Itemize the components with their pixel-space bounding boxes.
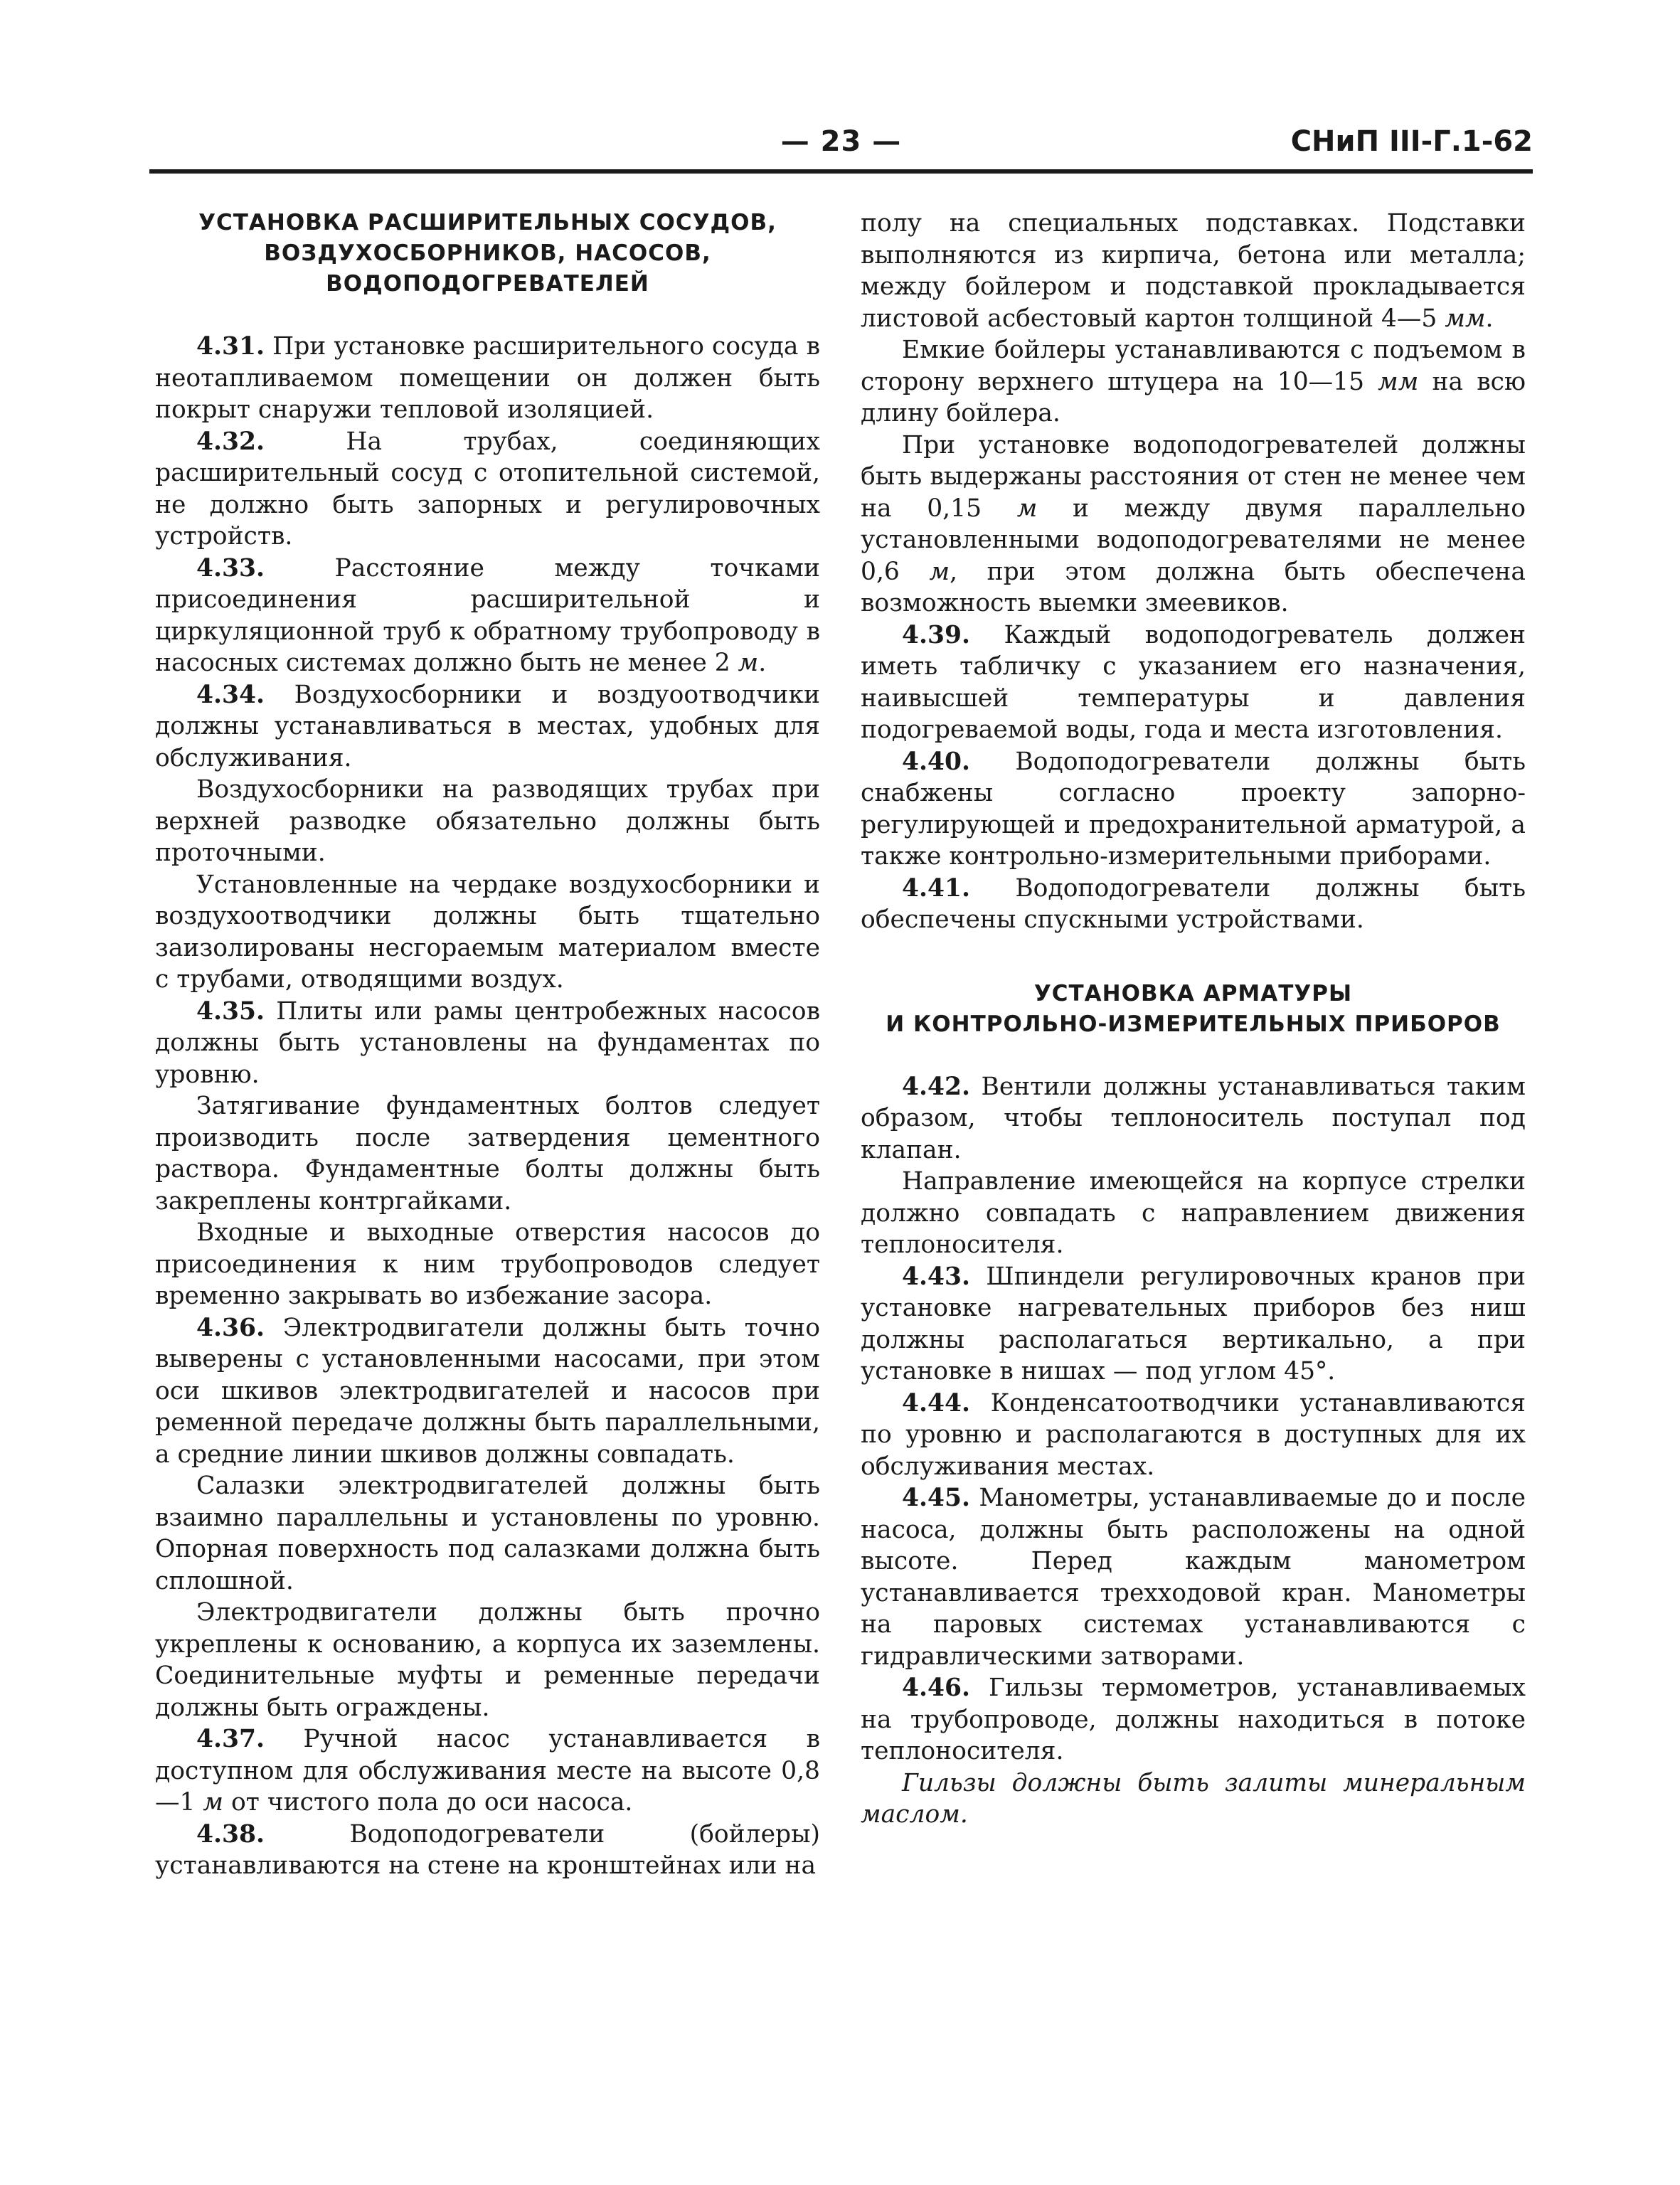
page-header [149,125,1533,164]
clause-4-45 [861,1482,1526,1672]
clause-text: При установке водоподогревателей должны быть выдержаны расстояния от стен не менее чем на 0,15 [861,430,1526,523]
paragraph: Входные и выходные отверстия насосов до присоединения к ним трубопроводов следует временно закрывать во избежание засора. [155,1218,820,1310]
page-number: — 23 — [780,125,902,158]
clause-text-end: , при этом должна быть обеспечена возможность выемки змеевиков. [861,557,1526,617]
paragraph: Воздухосборники на разводящих трубах при верхней разводке обязательно должны быть проточными. [155,775,820,867]
clause-text: Водоподогреватели должны быть снабжены согласно проекту запорно-регулирующей и предохранительной арматурой, а также контрольно-измерительными приборами. [861,747,1526,871]
section-heading-fittings [861,979,1526,1040]
clause-4-41 [861,873,1526,936]
clause-text: Водоподогреватели должны быть обеспечены спускными устройствами. [861,873,1526,934]
clause-4-35 [155,996,820,1091]
document-code: СНиП III-Г.1-62 [1290,125,1533,158]
clause-number: 4.38. [196,1819,265,1849]
heading-line: УСТАНОВКА АРМАТУРЫ [1033,980,1353,1006]
clause-number: 4.45. [902,1484,971,1512]
clause-4-38 [155,1819,820,1882]
paragraph: Электродвигатели должны быть прочно укреплены к основанию, а корпуса их заземлены. Соединительные муфты и ременные передачи должны быть ограждены. [155,1598,820,1722]
header-rule [149,169,1533,174]
paragraph: Направление имеющейся на корпусе стрелки должно совпадать с направлением движения теплоносителя. [861,1167,1526,1259]
unit: м [738,649,759,677]
unit: мм [1445,304,1486,333]
clause-text: Расстояние между точками присоединения расширительной и циркуляционной труб к обратному трубопроводу в насосных системах должно быть не менее 2 [155,553,820,677]
clause-number: 4.43. [902,1262,971,1291]
heading-line: ВОДОПОДОГРЕВАТЕЛЕЙ [326,271,649,297]
unit: м [203,1788,224,1817]
clause-text-end: . [1485,304,1494,333]
paragraph [861,334,1526,430]
clause-text: Шпиндели регулировочных кранов при установке нагревательных приборов без ниш должны располагаться вертикально, а при установке в нишах — под углом 45°. [861,1262,1526,1386]
clause-4-32 [155,426,820,553]
clause-text: При установке расширительного сосуда в неотапливаемом помещении он должен быть покрыт снаружи тепловой изоляцией. [155,332,820,424]
clause-number: 4.33. [196,553,265,583]
right-column [861,208,1526,1831]
unit: м [1016,494,1038,523]
clause-text-end: на всю длину бойлера. [861,367,1526,427]
clause-4-43 [861,1261,1526,1388]
unit: м [929,557,950,586]
clause-text: Манометры, устанавливаемые до и после насоса, должны быть расположены на одной высоте. Перед каждым манометром устанавливается трехходовой кран. Манометры на паровых системах устанавливаются с гидравлическими затворами. [861,1484,1526,1671]
clause-number: 4.42. [902,1072,971,1101]
clause-4-34 [155,679,820,775]
clause-4-33 [155,553,820,679]
clause-text: Ручной насос устанавливается в доступном для обслуживания месте на высоте 0,8—1 [155,1725,820,1817]
clause-text-end: . [758,649,767,677]
clause-4-37 [155,1723,820,1819]
clause-text: Емкие бойлеры устанавливаются с подъемом в сторону верхнего штуцера на 10—15 [861,336,1526,396]
clause-4-31 [155,331,820,426]
clause-4-36 [155,1312,820,1471]
clause-number: 4.41. [902,873,971,903]
clause-text: Электродвигатели должны быть точно выверены с установленными насосами, при этом оси шкивов электродвигателей и насосов при ременной передаче должны быть параллельными, а средние линии шкивов должны совпадать. [155,1313,820,1469]
clause-text: Конденсатоотводчики устанавливаются по уровню и располагаются в доступных для их обслуживания местах. [861,1388,1526,1481]
clause-number: 4.39. [902,620,971,649]
clause-number: 4.32. [196,427,265,456]
paragraph: Затягивание фундаментных болтов следует производить после затвердения цементного раствора. Фундаментные болты должны быть закреплены контргайками. [155,1092,820,1216]
clause-4-42 [861,1071,1526,1166]
clause-text: На трубах, соединяющих расширительный сосуд с отопительной системой, не должно быть запорных и регулировочных устройств. [155,427,820,551]
clause-4-38-continued [861,208,1526,334]
clause-4-39 [861,620,1526,746]
heading-line: И КОНТРОЛЬНО-ИЗМЕРИТЕЛЬНЫХ ПРИБОРОВ [886,1011,1501,1037]
paragraph: Установленные на чердаке воздухосборники и воздухоотводчики должны быть тщательно заизолированы несгораемым материалом вместе с трубами, отводящими воздух. [155,870,820,994]
paragraph [861,430,1526,620]
clause-text: Водоподогреватели (бойлеры) устанавливаются на стене на кронштейнах или на [155,1819,820,1880]
clause-number: 4.35. [196,996,265,1026]
unit: мм [1378,367,1419,396]
paragraph: Гильзы должны быть залиты минеральным маслом. [861,1768,1526,1829]
clause-4-46 [861,1672,1526,1767]
left-column [155,208,820,1882]
clause-text: Воздухосборники и воздуоотводчики должны устанавливаться в местах, удобных для обслуживания. [155,680,820,772]
clause-4-40 [861,746,1526,873]
clause-number: 4.46. [902,1674,971,1702]
clause-number: 4.44. [902,1388,971,1418]
clause-text: Вентили должны устанавливаться таким образом, чтобы теплоноситель поступал под клапан. [861,1072,1526,1164]
clause-4-44 [861,1388,1526,1483]
clause-number: 4.34. [196,680,265,709]
clause-number: 4.40. [902,747,971,776]
section-heading-vessels [155,208,820,299]
clause-text: Плиты или рамы центробежных насосов должны быть установлены на фундаментах по уровню. [155,996,820,1089]
clause-text: Гильзы термометров, устанавливаемых на трубопроводе, должны находиться в потоке теплоносителя. [861,1674,1526,1765]
clause-number: 4.36. [196,1313,265,1342]
clause-text: Каждый водоподогреватель должен иметь табличку с указанием его назначения, наивысшей температуры и давления подогреваемой воды, года и места изготовления. [861,620,1526,744]
clause-text-end: от чистого пола до оси насоса. [223,1788,633,1817]
heading-line: УСТАНОВКА РАСШИРИТЕЛЬНЫХ СОСУДОВ, [198,210,777,235]
clause-number: 4.37. [196,1725,265,1753]
clause-text-mid: и между двумя параллельно установленными водоподогревателями не менее 0,6 [861,494,1526,586]
paragraph: Салазки электродвигателей должны быть взаимно параллельны и установлены по уровню. Опорная поверхность под салазками должна быть сплошной. [155,1472,820,1595]
clause-number: 4.31. [196,332,265,361]
clause-text: полу на специальных подставках. Подставки выполняются из кирпича, бетона или металла; между бойлером и подставкой прокладывается листовой асбестовый картон толщиной 4—5 [861,209,1526,333]
heading-line: ВОЗДУХОСБОРНИКОВ, НАСОСОВ, [264,240,711,266]
